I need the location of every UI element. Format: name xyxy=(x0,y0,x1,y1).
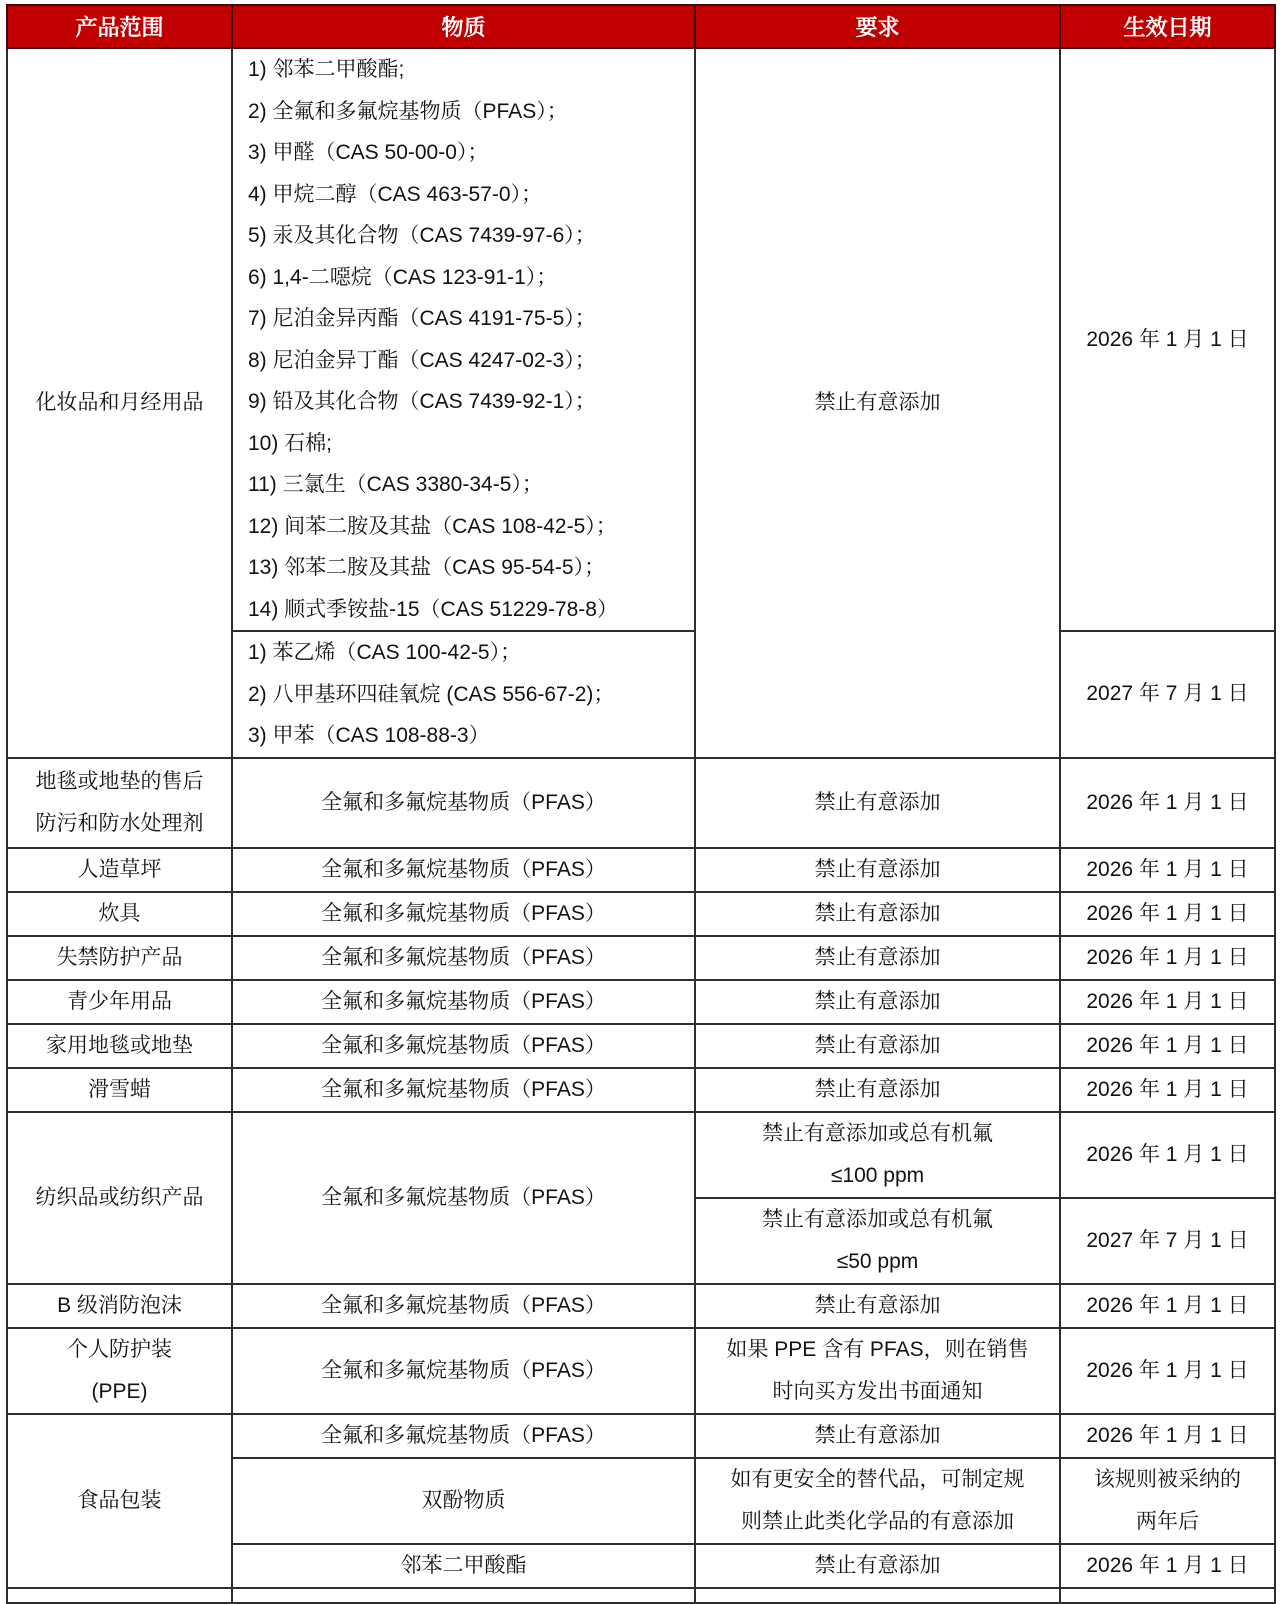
table-header-row xyxy=(7,5,1275,48)
cell-substance-textiles: 全氟和多氟烷基物质（PFAS） xyxy=(232,1112,695,1284)
product-line: (PPE) xyxy=(91,1379,148,1403)
cell-requirement-bisphenols xyxy=(695,1458,1060,1544)
date-line: 两年后 xyxy=(1136,1509,1199,1533)
row-artificial-turf xyxy=(7,848,1275,892)
cell-requirement: 禁止有意添加 xyxy=(695,936,1060,980)
cell-product-textiles: 纺织品或纺织产品 xyxy=(7,1112,232,1284)
row-firefighting-foam xyxy=(7,1284,1275,1328)
cell-substance: 全氟和多氟烷基物质（PFAS） xyxy=(232,848,695,892)
cell-requirement: 禁止有意添加 xyxy=(695,980,1060,1024)
requirement-line: 禁止有意添加或总有机氟 xyxy=(762,1207,993,1231)
cell-requirement: 禁止有意添加 xyxy=(695,1414,1060,1458)
cell-product: 失禁防护产品 xyxy=(7,936,232,980)
cell-requirement-textiles-phase1 xyxy=(695,1112,1060,1198)
substance-item: 2) 八甲基环四硅氧烷 (CAS 556-67-2)； xyxy=(248,682,615,706)
substance-item: 1) 邻苯二甲酸酯; xyxy=(248,58,405,81)
cell-substance: 邻苯二甲酸酯 xyxy=(232,1544,695,1588)
product-line: 个人防护装 xyxy=(67,1337,172,1361)
cell-substance: 全氟和多氟烷基物质（PFAS） xyxy=(232,1068,695,1112)
row-food-packaging-pfas xyxy=(7,1414,1275,1458)
cell-date: 2026 年 1 月 1 日 xyxy=(1060,1284,1275,1328)
cell-requirement: 禁止有意添加 xyxy=(695,848,1060,892)
cell-product: 滑雪蜡 xyxy=(7,1068,232,1112)
product-line: 地毯或地垫的售后 xyxy=(35,769,204,793)
cell-clipped xyxy=(695,1588,1060,1603)
cell-substance: 全氟和多氟烷基物质（PFAS） xyxy=(232,1024,695,1068)
cell-date: 2026 年 1 月 1 日 xyxy=(1060,1328,1275,1414)
cell-product-carpet-treatment xyxy=(7,758,232,848)
cell-substance: 全氟和多氟烷基物质（PFAS） xyxy=(232,980,695,1024)
cell-product-ppe xyxy=(7,1328,232,1414)
cell-substance: 全氟和多氟烷基物质（PFAS） xyxy=(232,1414,695,1458)
row-incontinence xyxy=(7,936,1275,980)
cell-product: 炊具 xyxy=(7,892,232,936)
substance-item: 3) 甲醛（CAS 50-00-0）； xyxy=(248,141,489,164)
cell-substances-cosmetics-phase2 xyxy=(232,631,695,758)
substance-item: 12) 间苯二胺及其盐（CAS 108-42-5）； xyxy=(248,514,617,538)
cell-requirement-ppe xyxy=(695,1328,1060,1414)
cell-substance: 全氟和多氟烷基物质（PFAS） xyxy=(232,1284,695,1328)
cell-product: 家用地毯或地垫 xyxy=(7,1024,232,1068)
cell-date-cosmetics-phase2: 2027 年 7 月 1 日 xyxy=(1060,631,1275,758)
cell-clipped xyxy=(7,1588,232,1603)
cell-date: 2026 年 1 月 1 日 xyxy=(1060,980,1275,1024)
cell-substance: 全氟和多氟烷基物质（PFAS） xyxy=(232,936,695,980)
cell-substance: 全氟和多氟烷基物质（PFAS） xyxy=(232,1328,695,1414)
substance-item: 2) 全氟和多氟烷基物质（PFAS）； xyxy=(248,99,568,123)
cell-date: 2026 年 1 月 1 日 xyxy=(1060,892,1275,936)
row-ppe xyxy=(7,1328,1275,1414)
cell-product: 人造草坪 xyxy=(7,848,232,892)
product-line: 防污和防水处理剂 xyxy=(35,811,204,835)
requirement-line: ≤100 ppm xyxy=(830,1163,925,1187)
substance-item: 9) 铅及其化合物（CAS 7439-92-1）； xyxy=(248,390,596,413)
cell-product: B 级消防泡沫 xyxy=(7,1284,232,1328)
requirement-line: ≤50 ppm xyxy=(836,1249,919,1273)
row-textiles-phase1 xyxy=(7,1112,1275,1198)
col-header-effective-date: 生效日期 xyxy=(1060,5,1275,48)
cell-date: 2026 年 1 月 1 日 xyxy=(1060,758,1275,848)
requirement-line: 如果 PPE 含有 PFAS，则在销售 xyxy=(726,1337,1029,1361)
cell-date: 2026 年 1 月 1 日 xyxy=(1060,1112,1275,1198)
col-header-product-scope: 产品范围 xyxy=(7,5,232,48)
substance-item: 7) 尼泊金异丙酯（CAS 4191-75-5）； xyxy=(248,307,596,330)
substance-item: 14) 顺式季铵盐-15（CAS 51229-78-8） xyxy=(248,597,618,621)
row-juvenile-products xyxy=(7,980,1275,1024)
cell-requirement: 禁止有意添加 xyxy=(695,758,1060,848)
cell-substance: 全氟和多氟烷基物质（PFAS） xyxy=(232,892,695,936)
chemical-restriction-table xyxy=(6,4,1276,1604)
cell-requirement: 禁止有意添加 xyxy=(695,1544,1060,1588)
row-cookware xyxy=(7,892,1275,936)
substance-item: 13) 邻苯二胺及其盐（CAS 95-54-5）； xyxy=(248,556,606,579)
row-cosmetics-phase1 xyxy=(7,48,1275,631)
cell-date: 2026 年 1 月 1 日 xyxy=(1060,936,1275,980)
substance-item: 5) 汞及其化合物（CAS 7439-97-6）； xyxy=(248,224,596,247)
col-header-substance: 物质 xyxy=(232,5,695,48)
cell-requirement: 禁止有意添加 xyxy=(695,892,1060,936)
cell-substance: 双酚物质 xyxy=(232,1458,695,1544)
col-header-requirement: 要求 xyxy=(695,5,1060,48)
cell-date-bisphenols xyxy=(1060,1458,1275,1544)
substance-item: 6) 1,4-二噁烷（CAS 123-91-1）； xyxy=(248,265,558,289)
cell-product: 青少年用品 xyxy=(7,980,232,1024)
substance-item: 10) 石棉; xyxy=(248,431,333,455)
cell-product-cosmetics: 化妆品和月经用品 xyxy=(7,48,232,758)
row-residential-carpet xyxy=(7,1024,1275,1068)
cell-date: 2026 年 1 月 1 日 xyxy=(1060,1024,1275,1068)
cell-date: 2026 年 1 月 1 日 xyxy=(1060,1068,1275,1112)
cell-date: 2026 年 1 月 1 日 xyxy=(1060,1414,1275,1458)
row-clipped-partial xyxy=(7,1588,1275,1603)
cell-date: 2027 年 7 月 1 日 xyxy=(1060,1198,1275,1284)
requirement-line: 如有更安全的替代品，可制定规 xyxy=(730,1467,1025,1491)
substance-item: 11) 三氯生（CAS 3380-34-5）； xyxy=(248,473,543,496)
substance-item: 8) 尼泊金异丁酯（CAS 4247-02-3）； xyxy=(248,348,596,372)
requirement-line: 则禁止此类化学品的有意添加 xyxy=(741,1509,1014,1533)
cell-clipped xyxy=(1060,1588,1275,1603)
substance-item: 1) 苯乙烯（CAS 100-42-5）； xyxy=(248,641,522,664)
cell-product-food-packaging: 食品包装 xyxy=(7,1414,232,1588)
cell-clipped xyxy=(232,1588,695,1603)
substance-item: 3) 甲苯（CAS 108-88-3） xyxy=(248,724,490,747)
cell-requirement: 禁止有意添加 xyxy=(695,1024,1060,1068)
cell-substance: 全氟和多氟烷基物质（PFAS） xyxy=(232,758,695,848)
substance-item: 4) 甲烷二醇（CAS 463-57-0）； xyxy=(248,182,543,206)
requirement-line: 时向买方发出书面通知 xyxy=(772,1379,983,1403)
cell-requirement-cosmetics: 禁止有意添加 xyxy=(695,48,1060,758)
cell-date: 2026 年 1 月 1 日 xyxy=(1060,1544,1275,1588)
cell-substances-cosmetics-phase1 xyxy=(232,48,695,631)
row-ski-wax xyxy=(7,1068,1275,1112)
cell-date: 2026 年 1 月 1 日 xyxy=(1060,848,1275,892)
cell-requirement: 禁止有意添加 xyxy=(695,1284,1060,1328)
requirement-line: 禁止有意添加或总有机氟 xyxy=(762,1121,993,1145)
row-carpet-treatment xyxy=(7,758,1275,848)
date-line: 该规则被采纳的 xyxy=(1094,1467,1241,1491)
cell-requirement: 禁止有意添加 xyxy=(695,1068,1060,1112)
cell-requirement-textiles-phase2 xyxy=(695,1198,1060,1284)
cell-date-cosmetics-phase1: 2026 年 1 月 1 日 xyxy=(1060,48,1275,631)
